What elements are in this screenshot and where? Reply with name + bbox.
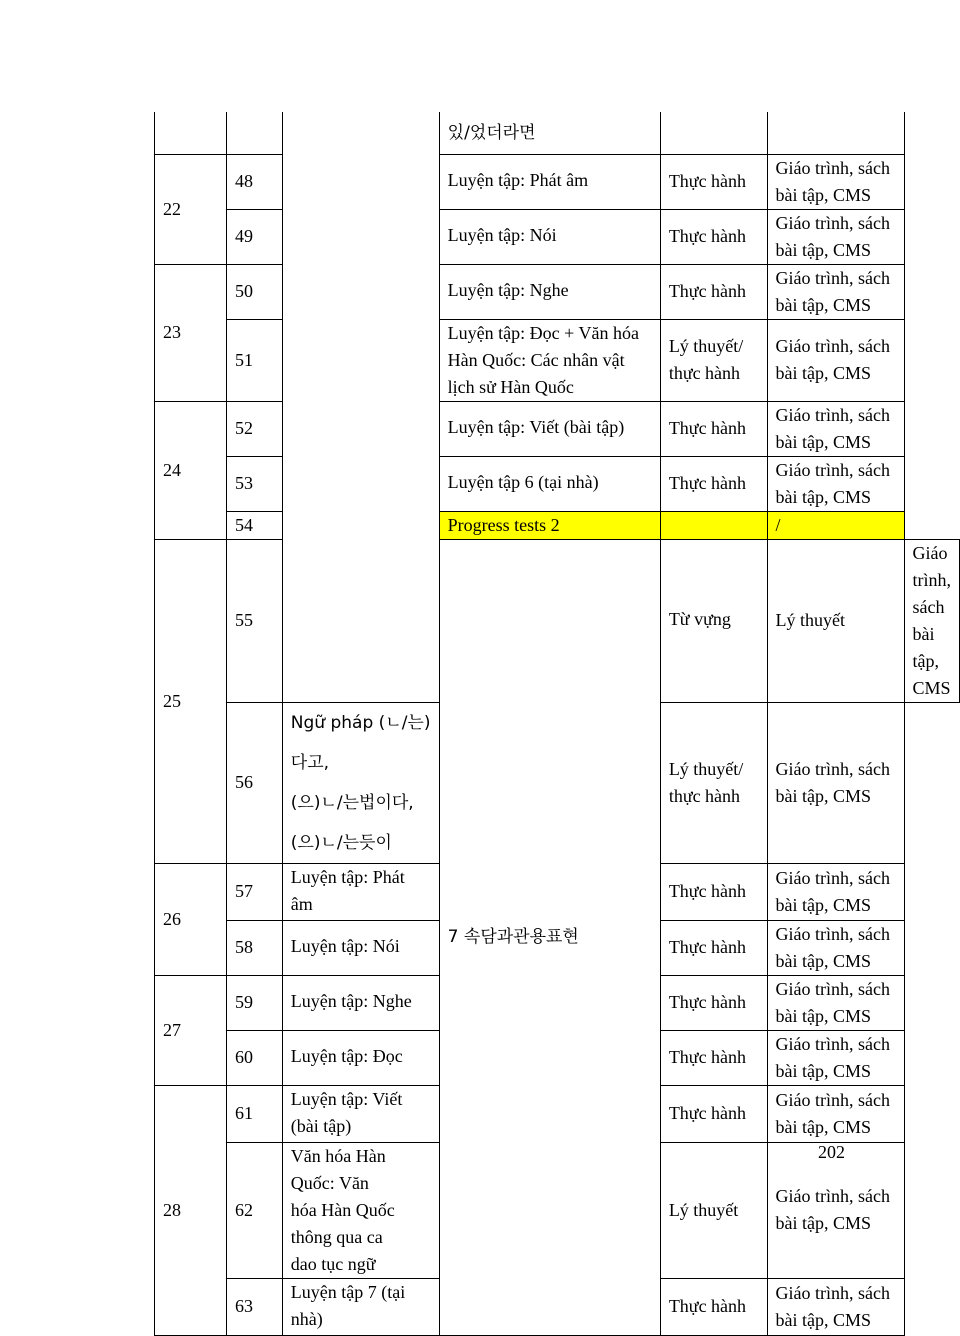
content-cell: Luyện tập: Viết (bài tập) xyxy=(439,401,660,456)
materials-cell: Giáo trình, sách bài tập, CMS xyxy=(767,1085,904,1142)
type-cell: Thực hành xyxy=(660,920,767,975)
type-cell: Thực hành xyxy=(660,456,767,511)
type-cell: Lý thuyết/ thực hành xyxy=(660,702,767,863)
materials-cell xyxy=(767,112,904,154)
lesson-cell xyxy=(227,112,283,154)
lesson-number: 56 xyxy=(227,702,283,863)
table-row xyxy=(155,112,960,154)
content-cell: Từ vựng xyxy=(660,539,767,702)
week-number: 26 xyxy=(155,863,227,975)
table-row xyxy=(155,154,960,209)
type-cell xyxy=(660,112,767,154)
lesson-number: 59 xyxy=(227,975,283,1030)
content-cell: Luyện tập: Phát âm xyxy=(282,863,439,920)
content-cell: Luyện tập: Viết (bài tập) xyxy=(282,1085,439,1142)
table-row xyxy=(155,264,960,319)
table-row xyxy=(155,539,960,702)
type-cell: Thực hành xyxy=(660,401,767,456)
lesson-number: 55 xyxy=(227,539,283,702)
lesson-number: 54 xyxy=(227,511,283,539)
lesson-number: 48 xyxy=(227,154,283,209)
materials-cell: Giáo trình, sách bài tập, CMS xyxy=(767,401,904,456)
table-row xyxy=(155,401,960,456)
type-cell: Thực hành xyxy=(660,154,767,209)
lesson-number: 58 xyxy=(227,920,283,975)
materials-cell: Giáo trình, sách bài tập, CMS xyxy=(767,264,904,319)
week-number: 25 xyxy=(155,539,227,863)
content-cell: Luyện tập 6 (tại nhà) xyxy=(439,456,660,511)
unit-title: 7 속담과관용표현 xyxy=(439,539,660,1335)
lesson-number: 60 xyxy=(227,1030,283,1085)
content-cell: Luyện tập: Nói xyxy=(282,920,439,975)
week-number: 24 xyxy=(155,401,227,539)
grammar-text: 있/었더라면 xyxy=(447,122,536,143)
week-number: 28 xyxy=(155,1085,227,1335)
materials-cell: Giáo trình, sách bài tập, CMS xyxy=(767,920,904,975)
table-row xyxy=(155,319,960,401)
week-cell xyxy=(155,112,227,154)
lesson-number: 61 xyxy=(227,1085,283,1142)
type-cell: Thực hành xyxy=(660,863,767,920)
type-cell: Thực hành xyxy=(660,1278,767,1335)
type-cell: Lý thuyết xyxy=(767,539,904,702)
type-cell: Lý thuyết/ thực hành xyxy=(660,319,767,401)
table-row xyxy=(155,209,960,264)
materials-cell: Giáo trình, sách bài tập, CMS xyxy=(767,456,904,511)
materials-cell: / xyxy=(767,511,904,539)
materials-cell: Giáo trình, sách bài tập, CMS xyxy=(767,319,904,401)
lesson-number: 51 xyxy=(227,319,283,401)
lesson-number: 57 xyxy=(227,863,283,920)
lesson-number: 50 xyxy=(227,264,283,319)
materials-cell: Giáo trình, sách bài tập, CMS xyxy=(767,1030,904,1085)
content-cell: Luyện tập: Phát âm xyxy=(439,154,660,209)
unit-cell xyxy=(282,112,439,702)
materials-cell: Giáo trình, sách bài tập, CMS xyxy=(767,1142,904,1278)
lesson-number: 53 xyxy=(227,456,283,511)
content-cell: Luyện tập: Nghe xyxy=(282,975,439,1030)
materials-cell: Giáo trình, sách bài tập, CMS xyxy=(767,154,904,209)
type-cell: Thực hành xyxy=(660,1030,767,1085)
type-cell: Thực hành xyxy=(660,1085,767,1142)
lesson-number: 63 xyxy=(227,1278,283,1335)
lesson-number: 49 xyxy=(227,209,283,264)
content-cell xyxy=(439,112,660,154)
week-number: 23 xyxy=(155,264,227,401)
page-number: 202 xyxy=(818,1142,845,1162)
materials-cell: Giáo trình, sách bài tập, CMS xyxy=(767,975,904,1030)
type-cell: Lý thuyết xyxy=(660,1142,767,1278)
progress-test-cell: Progress tests 2 xyxy=(439,511,660,539)
lesson-number: 62 xyxy=(227,1142,283,1278)
grammar-content-cell: Ngữ pháp (ㄴ/는)다고, (으)ㄴ/는법이다, (으)ㄴ/는듯이 xyxy=(282,702,439,863)
week-number: 22 xyxy=(155,154,227,264)
materials-cell: Giáo trình, sách bài tập, CMS xyxy=(767,863,904,920)
table-row xyxy=(155,456,960,511)
materials-cell: Giáo trình, sách bài tập, CMS xyxy=(767,1278,904,1335)
table-row-progress-test xyxy=(155,511,960,539)
type-cell xyxy=(660,511,767,539)
content-cell: Luyện tập: Đọc xyxy=(282,1030,439,1085)
content-cell: Luyện tập: Nói xyxy=(439,209,660,264)
content-cell: Văn hóa Hàn Quốc: Văn hóa Hàn Quốc thông qua ca dao tục ngữ xyxy=(282,1142,439,1278)
type-cell: Thực hành xyxy=(660,975,767,1030)
content-cell: Luyện tập: Đọc + Văn hóa Hàn Quốc: Các nhân vật lịch sử Hàn Quốc xyxy=(439,319,660,401)
materials-cell: Giáo trình, sách bài tập, CMS xyxy=(904,539,960,702)
type-cell: Thực hành xyxy=(660,264,767,319)
week-number: 27 xyxy=(155,975,227,1085)
lesson-number: 52 xyxy=(227,401,283,456)
materials-cell: Giáo trình, sách bài tập, CMS xyxy=(767,209,904,264)
materials-cell: Giáo trình, sách bài tập, CMS xyxy=(767,702,904,863)
type-cell: Thực hành xyxy=(660,209,767,264)
content-cell: Luyện tập: Nghe xyxy=(439,264,660,319)
content-cell: Luyện tập 7 (tại nhà) xyxy=(282,1278,439,1335)
